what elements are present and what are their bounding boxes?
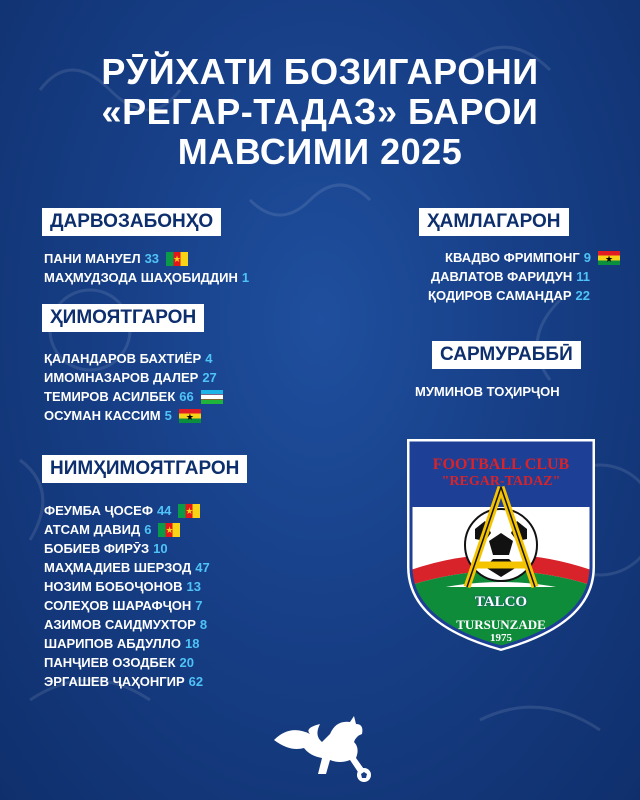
defenders-list <box>44 349 223 425</box>
player-number: 4 <box>205 351 213 366</box>
cameroon-flag-icon <box>166 252 188 266</box>
player-number: 1 <box>241 270 250 285</box>
player-number: 62 <box>188 674 204 689</box>
player-row <box>44 596 210 615</box>
player-name: ЭРГАШЕВ ҶАҲОНГИР <box>44 674 185 689</box>
ghana-flag-icon <box>598 251 620 265</box>
player-row <box>428 286 620 305</box>
player-name: КВАДВО ФРИМПОНГ <box>445 250 580 265</box>
player-number: 44 <box>156 503 172 518</box>
title-line-1: РӮЙХАТИ БОЗИГАРОНИ <box>101 51 539 92</box>
defenders-label: ҲИМОЯТГАРОН <box>42 304 204 332</box>
ghana-flag-icon <box>179 409 201 423</box>
player-number: 27 <box>202 370 217 385</box>
player-name: НОЗИМ БОБОҶОНОВ <box>44 579 183 594</box>
title-line-2: «РЕГАР-ТАДАЗ» БАРОИ <box>101 91 539 132</box>
forwards-list <box>428 248 620 305</box>
player-row <box>44 634 210 653</box>
player-row <box>44 672 210 691</box>
griffin-with-ball-icon <box>270 712 380 784</box>
player-name: ПАНИ МАНУЕЛ <box>44 251 141 266</box>
player-row <box>44 539 210 558</box>
player-number: 11 <box>576 269 590 284</box>
player-number: 18 <box>185 636 200 651</box>
player-name: ДАВЛАТОВ ФАРИДУН <box>430 269 573 284</box>
player-row <box>44 268 249 287</box>
sponsor-name: TALCO <box>474 594 528 610</box>
player-row <box>44 368 223 387</box>
player-name: АТСАМ ДАВИД <box>44 522 141 537</box>
player-name: ФЕУМБА ҶОСЕФ <box>44 503 153 518</box>
page-title <box>0 52 640 172</box>
club-city: TURSUNZADE <box>456 617 546 632</box>
club-founded-year: 1975 <box>490 632 512 644</box>
goalkeepers-list <box>44 249 249 287</box>
midfielders-list <box>44 501 210 691</box>
midfielders-label: НИМҲИМОЯТГАРОН <box>42 455 247 483</box>
goalkeepers-label: ДАРВОЗАБОНҲО <box>42 208 221 236</box>
player-row <box>44 406 223 425</box>
player-name: ИМОМНАЗАРОВ ДАЛЕР <box>44 370 199 385</box>
player-row <box>44 501 210 520</box>
player-number: 33 <box>144 251 160 266</box>
player-name: СОЛЕҲОВ ШАРАФҶОН <box>44 598 192 613</box>
player-row <box>44 349 223 368</box>
uzbekistan-flag-icon <box>201 390 223 404</box>
player-name: ОСУМАН КАССИМ <box>44 408 161 423</box>
player-row <box>44 577 210 596</box>
title-line-3: МАВСИМИ 2025 <box>177 131 463 172</box>
player-name: ҚАЛАНДАРОВ БАХТИЁР <box>44 351 202 366</box>
player-name: МАҲМАДИЕВ ШЕРЗОД <box>44 560 192 575</box>
player-name: ПАНҶИЕВ ОЗОДБЕК <box>44 655 176 670</box>
club-name-line-2: "REGAR-TADAZ" <box>441 474 561 489</box>
club-logo <box>405 437 597 652</box>
player-number: 10 <box>153 541 168 556</box>
player-number: 9 <box>583 250 591 265</box>
player-row <box>44 249 249 268</box>
player-name: ШАРИПОВ АБДУЛЛО <box>44 636 182 651</box>
player-row <box>428 248 620 267</box>
player-row <box>44 558 210 577</box>
coach-label: САРМУРАББӢ <box>432 341 581 369</box>
player-number: 47 <box>195 560 210 575</box>
player-row <box>44 615 210 634</box>
player-name: АЗИМОВ САИДМУХТОР <box>44 617 196 632</box>
player-row <box>44 653 210 672</box>
player-name: МАҲМУДЗОДА ШАҲОБИДДИН <box>44 270 238 285</box>
player-number: 7 <box>195 598 203 613</box>
forwards-label: ҲАМЛАГАРОН <box>419 208 569 236</box>
player-number: 6 <box>144 522 152 537</box>
player-name: ТЕМИРОВ АСИЛБЕК <box>44 389 176 404</box>
player-number: 8 <box>199 617 208 632</box>
player-row <box>44 387 223 406</box>
cameroon-flag-icon <box>178 504 200 518</box>
cameroon-flag-icon <box>158 523 180 537</box>
coach-name: МУМИНОВ ТОҲИРҶОН <box>415 384 560 399</box>
player-row <box>44 520 210 539</box>
player-number: 66 <box>179 389 194 404</box>
club-name-line-1: FOOTBALL CLUB <box>432 456 570 473</box>
player-name: БОБИЕВ ФИРӮЗ <box>44 541 150 556</box>
player-number: 22 <box>575 288 590 303</box>
player-number: 20 <box>179 655 194 670</box>
player-number: 13 <box>186 579 201 594</box>
player-number: 5 <box>164 408 172 423</box>
player-row <box>428 267 620 286</box>
player-name: ҚОДИРОВ САМАНДАР <box>428 288 572 303</box>
